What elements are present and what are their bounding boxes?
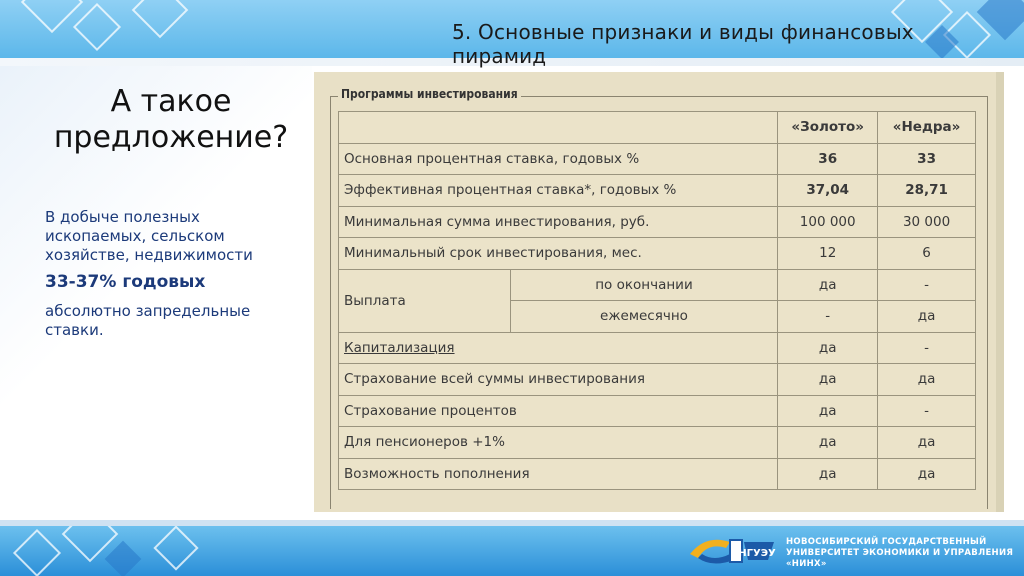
university-name <box>786 537 1024 570</box>
nedra-value: да <box>878 301 976 333</box>
gold-value: 100 000 <box>778 206 878 238</box>
gold-value: да <box>778 364 878 396</box>
decor-diamond <box>73 3 121 51</box>
row-label: Выплата <box>339 269 511 332</box>
capitalization-link[interactable] <box>339 332 778 364</box>
gold-value: да <box>778 427 878 459</box>
slide-title: 5. Основные признаки и виды финансовых пирамид <box>452 20 914 68</box>
rates-comment: абсолютно запредельные ставки. <box>45 302 251 339</box>
university-name-line1: НОВОСИБИРСКИЙ ГОСУДАРСТВЕННЫЙ <box>786 537 987 547</box>
table-shadow <box>996 72 1004 512</box>
table-row <box>339 427 976 459</box>
gold-value: 37,04 <box>778 175 878 207</box>
decor-diamond <box>153 526 198 571</box>
investment-table <box>338 111 976 490</box>
gold-value: да <box>778 458 878 490</box>
decor-diamond <box>105 541 142 576</box>
industries-text: В добыче полезных ископаемых, сельском хозяйстве, недвижимости <box>45 208 253 264</box>
nedra-value: - <box>878 269 976 301</box>
nedra-value: - <box>878 332 976 364</box>
table-row <box>339 238 976 270</box>
rate-highlight: 33-37% годовых <box>45 272 206 292</box>
table-row <box>339 458 976 490</box>
header-empty-cell <box>339 112 778 144</box>
row-label: Эффективная процентная ставка*, годовых % <box>339 175 778 207</box>
nedra-value: да <box>878 458 976 490</box>
row-label: Возможность пополнения <box>339 458 778 490</box>
gold-value: - <box>778 301 878 333</box>
nedra-value: 33 <box>878 143 976 175</box>
row-label: Страхование всей суммы инвестирования <box>339 364 778 396</box>
row-label: Минимальный срок инвестирования, мес. <box>339 238 778 270</box>
decor-diamond <box>132 0 189 38</box>
nedra-value: да <box>878 364 976 396</box>
table-row <box>339 143 976 175</box>
row-label: Основная процентная ставка, годовых % <box>339 143 778 175</box>
gold-value: 12 <box>778 238 878 270</box>
university-logo-icon <box>686 532 780 570</box>
nedra-value: - <box>878 395 976 427</box>
row-label[interactable]: Капитализация <box>344 339 455 356</box>
gold-value: да <box>778 269 878 301</box>
decor-diamond <box>13 529 61 576</box>
table-row <box>339 332 976 364</box>
row-label: Для пенсионеров +1% <box>339 427 778 459</box>
header-gold: «Золото» <box>778 112 878 144</box>
table-row <box>339 364 976 396</box>
table-row <box>339 269 976 301</box>
logo-text: НГУЭУ <box>738 548 776 559</box>
gold-value: да <box>778 395 878 427</box>
payout-sub-label: по окончании <box>510 269 778 301</box>
header-nedra: «Недра» <box>878 112 976 144</box>
row-label: Минимальная сумма инвестирования, руб. <box>339 206 778 238</box>
nedra-value: да <box>878 427 976 459</box>
table-row <box>339 395 976 427</box>
table-legend: Программы инвестирования <box>338 87 521 101</box>
table-row <box>339 175 976 207</box>
row-label: Страхование процентов <box>339 395 778 427</box>
gold-value: да <box>778 332 878 364</box>
question-heading: А такое предложение? <box>53 84 289 155</box>
table-row <box>339 206 976 238</box>
nedra-value: 28,71 <box>878 175 976 207</box>
university-name-line2: УНИВЕРСИТЕТ ЭКОНОМИКИ И УПРАВЛЕНИЯ «НИНХ» <box>786 548 1014 569</box>
nedra-value: 30 000 <box>878 206 976 238</box>
table-header-row <box>339 112 976 144</box>
gold-value: 36 <box>778 143 878 175</box>
payout-sub-label: ежемесячно <box>510 301 778 333</box>
nedra-value: 6 <box>878 238 976 270</box>
